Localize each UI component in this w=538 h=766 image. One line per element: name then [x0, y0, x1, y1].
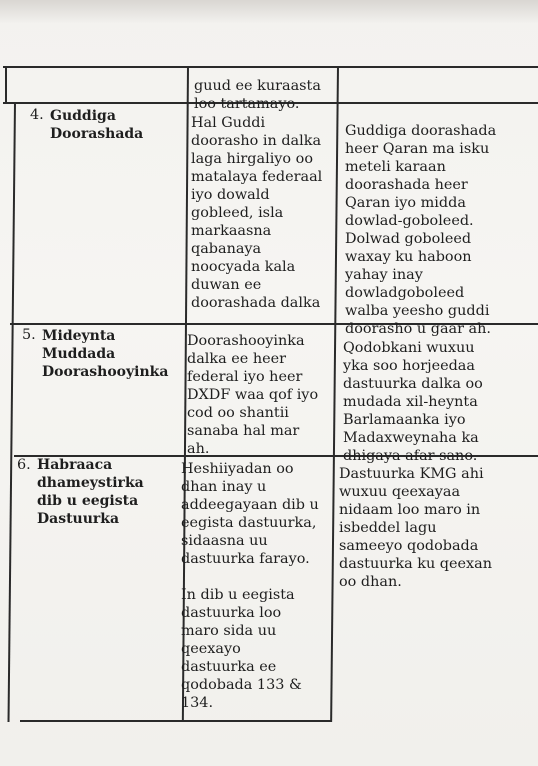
- text-line: nidaam loo maro in: [339, 502, 481, 518]
- text-line: Dastuurka KMG ahi: [339, 466, 484, 482]
- row6-col3: [339, 465, 492, 591]
- text-line: dastuurka ku qeexan: [339, 556, 493, 572]
- text-line: dhan inay u: [181, 479, 267, 495]
- row-heading: [37, 456, 144, 528]
- text-line: walba yeesho guddi: [345, 303, 490, 319]
- text-line: yahay inay: [345, 267, 423, 283]
- text-line: duwan ee: [191, 277, 262, 293]
- text-line: DXDF waa qof iyo: [187, 387, 319, 403]
- text-line: isbeddel lagu: [339, 520, 437, 536]
- row4-col2: [191, 114, 322, 312]
- text-line: dhigaya afar sano.: [343, 448, 478, 464]
- text-line: dowlad-goboleed.: [345, 213, 474, 229]
- heading-line: Dastuurka: [37, 511, 120, 527]
- text-line: Doorashooyinka: [187, 333, 305, 349]
- text-line: matalaya federaal: [191, 169, 323, 185]
- row-heading: [50, 107, 143, 143]
- text-line: qabanaya: [191, 241, 262, 257]
- text-line: federal iyo heer: [187, 369, 303, 385]
- table-left-border: [5, 66, 7, 103]
- row-divider-4: [20, 720, 332, 722]
- text-line: [181, 568, 319, 586]
- text-line: mudada xil-heynta: [343, 394, 478, 410]
- text-line: waxay ku haboon: [345, 249, 472, 265]
- text-line: gobleed, isla: [191, 205, 284, 221]
- row-number: 6.: [17, 457, 31, 473]
- text-line: markaasna: [191, 223, 272, 239]
- text-line: qodobada 133 &: [181, 677, 302, 693]
- text-line: maro sida uu: [181, 623, 277, 639]
- text-line: dastuurka ee: [181, 659, 277, 675]
- text-line: addeegayaan dib u: [181, 497, 319, 513]
- text-line: Heshiiyadan oo: [181, 461, 294, 477]
- row5-col3: [343, 339, 483, 465]
- row4-col3: [345, 122, 496, 338]
- text-line: In dib u eegista: [181, 587, 295, 603]
- heading-line: dib u eegista: [37, 493, 139, 509]
- row-heading: [42, 327, 168, 381]
- page-shadow: [0, 0, 538, 24]
- heading-line: dhameystirka: [37, 475, 144, 491]
- text-line: ah.: [187, 441, 210, 457]
- text-line: qeexayo: [181, 641, 241, 657]
- text-line: oo dhan.: [339, 574, 402, 590]
- text-line: sameeyo qodobada: [339, 538, 479, 554]
- text-line: iyo dowald: [191, 187, 270, 203]
- text-line: noocyada kala: [191, 259, 296, 275]
- text-line: yka soo horjeedaa: [343, 358, 475, 374]
- text-line: eegista dastuurka,: [181, 515, 317, 531]
- row0-col2: [194, 77, 321, 113]
- text-line: Madaxweynaha ka: [343, 430, 479, 446]
- text-line: dastuurka dalka oo: [343, 376, 483, 392]
- text-line: Guddiga doorashada: [345, 123, 497, 139]
- row5-col2: [187, 332, 318, 458]
- text-line: Hal Guddi: [191, 115, 266, 131]
- heading-line: Habraaca: [37, 457, 113, 473]
- table-top-border: [3, 66, 538, 68]
- text-line: 134.: [181, 695, 214, 711]
- table-left-border-lower: [8, 102, 16, 722]
- row6-col2: [181, 460, 319, 712]
- heading-line: Mideynta: [42, 328, 116, 344]
- heading-line: Doorashooyinka: [42, 364, 169, 380]
- text-line: Barlamaanka iyo: [343, 412, 466, 428]
- text-line: loo tartamayo.: [194, 96, 300, 112]
- text-line: wuxuu qeexayaa: [339, 484, 461, 500]
- text-line: dastuurka farayo.: [181, 551, 310, 567]
- row-number: 5.: [22, 327, 36, 343]
- text-line: Dolwad goboleed: [345, 231, 472, 247]
- text-line: doorashada dalka: [191, 295, 321, 311]
- text-line: sanaba hal mar: [187, 423, 300, 439]
- text-line: guud ee kuraasta: [194, 78, 321, 94]
- text-line: dastuurka loo: [181, 605, 282, 621]
- text-line: Qodobkani wuxuu: [343, 340, 475, 356]
- heading-line: Guddiga: [50, 108, 116, 124]
- heading-line: Muddada: [42, 346, 116, 362]
- row-number: 4.: [30, 107, 44, 123]
- text-line: doorashada heer: [345, 177, 468, 193]
- heading-line: Doorashada: [50, 126, 144, 142]
- text-line: doorasho u gaar ah.: [345, 321, 491, 337]
- text-line: laga hirgaliyo oo: [191, 151, 313, 167]
- text-line: Qaran iyo midda: [345, 195, 466, 211]
- text-line: meteli karaan: [345, 159, 446, 175]
- text-line: doorasho in dalka: [191, 133, 322, 149]
- text-line: dowladgoboleed: [345, 285, 465, 301]
- column-divider-2: [330, 66, 339, 722]
- text-line: heer Qaran ma isku: [345, 141, 490, 157]
- text-line: sidaasna uu: [181, 533, 268, 549]
- text-line: cod oo shantii: [187, 405, 289, 421]
- text-line: dalka ee heer: [187, 351, 287, 367]
